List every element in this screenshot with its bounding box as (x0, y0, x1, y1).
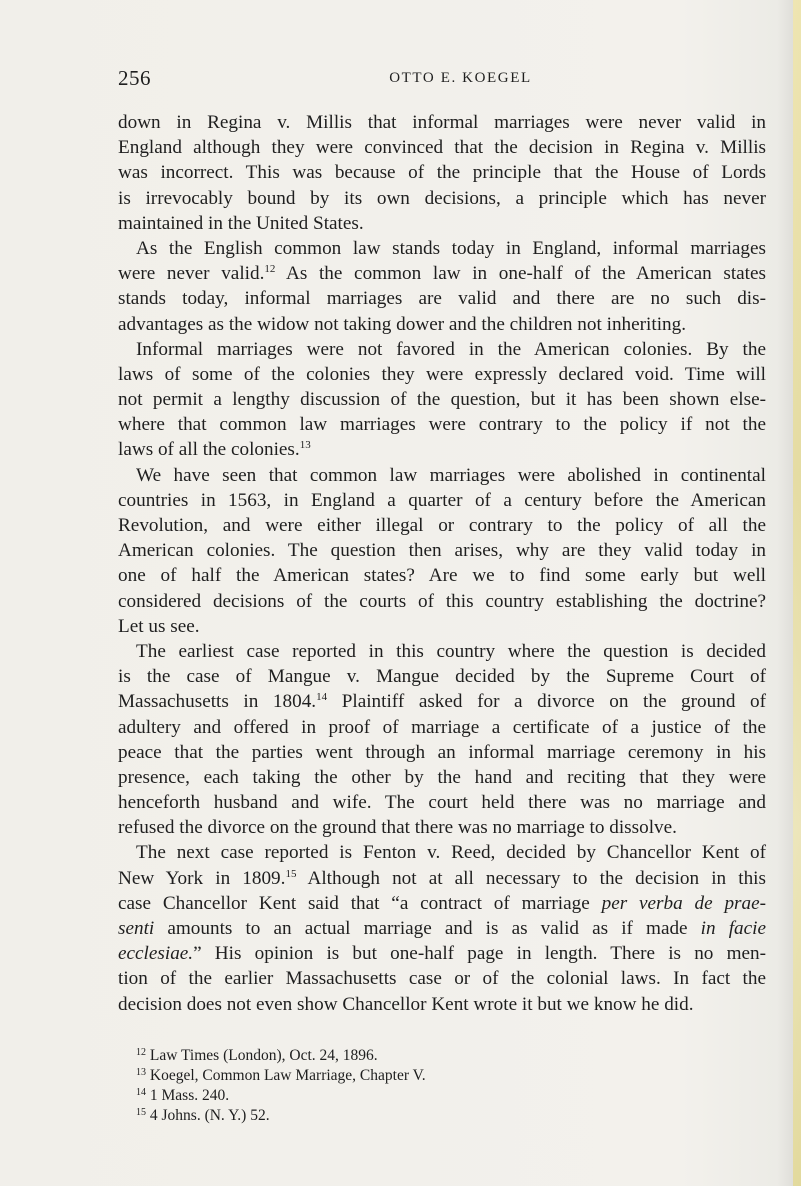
text-line (118, 891, 766, 916)
footnote (136, 1066, 736, 1086)
text-line (118, 790, 766, 815)
text-run: maintained in the United States. (118, 212, 364, 234)
text-line (118, 563, 766, 588)
text-run: down in Regina v. Millis that informal marriages were never valid in (118, 112, 766, 133)
text-run: stands today, informal marriages are valid and there are no such dis- (118, 288, 766, 310)
text-line (118, 412, 766, 437)
text-run: not permit a lengthy discussion of the question, but it has been shown else- (118, 389, 766, 411)
text-run: laws of all the colonies. (118, 439, 300, 461)
text-line (118, 236, 766, 261)
text-line (118, 840, 766, 865)
page-number: 256 (118, 66, 151, 90)
text-run: The next case reported is Fenton v. Reed, decided by Chancellor Kent of (136, 842, 766, 864)
page-edge-stain (793, 0, 801, 1186)
footnote-text: Law Times (London), Oct. 24, 1896. (149, 1047, 378, 1064)
text-line (118, 740, 766, 765)
text-line (118, 916, 766, 941)
text-line (118, 362, 766, 387)
text-run: laws of some of the colonies they were expressly declared void. Time will (118, 363, 766, 385)
text-run: is irrevocably bound by its own decisions, a principle which has never (118, 187, 766, 209)
text-line (118, 186, 766, 211)
text-run: American colonies. The question then arises, why are they valid today in (118, 540, 766, 562)
text-run: refused the divorce on the ground that there was no marriage to dissolve. (118, 817, 677, 839)
running-head: OTTO E. KOEGEL (389, 70, 532, 86)
page-header (118, 66, 763, 92)
text-run: Massachusetts in 1804. (118, 691, 317, 713)
text-line (118, 689, 766, 714)
body-text (118, 110, 766, 1017)
text-run: Plaintiff asked for a divorce on the ground of (327, 691, 766, 713)
text-run: was incorrect. This was because of the principle that the House of Lords (118, 162, 766, 184)
text-line (118, 286, 766, 311)
footnotes (136, 1046, 736, 1126)
footnote (136, 1046, 736, 1066)
text-run: As the English common law stands today in England, informal marriages (136, 237, 766, 259)
text-run: amounts to an actual marriage and is as valid as if made (154, 918, 701, 939)
italic-run: senti (118, 918, 155, 939)
text-run: As the common law in one-half of the American states (275, 263, 766, 285)
text-run: henceforth husband and wife. The court held there was no marriage and (118, 792, 766, 814)
footnote-text: Koegel, Common Law Marriage, Chapter V. (149, 1067, 426, 1084)
italic-run: per verba de prae- (601, 892, 767, 914)
text-line (118, 135, 766, 160)
text-run: We have seen that common law marriages were abolished in continental (136, 464, 766, 486)
text-run: where that common law marriages were contrary to the policy if not the (118, 414, 766, 436)
text-line (118, 437, 766, 462)
text-run: considered decisions of the courts of this country establishing the doctrine? (118, 590, 766, 612)
text-run: peace that the parties went through an informal marriage ceremony in his (118, 741, 766, 763)
footnote (136, 1106, 736, 1126)
footnote (136, 1086, 736, 1106)
text-line (118, 312, 766, 337)
text-line (118, 765, 766, 790)
text-run: Informal marriages were not favored in the American colonies. By the (136, 338, 766, 360)
text-run: were never valid. (118, 263, 265, 285)
text-run: case Chancellor Kent said that “a contract of marriage (118, 892, 602, 914)
text-line (118, 866, 766, 891)
text-run: presence, each taking the other by the hand and reciting that they were (118, 766, 766, 788)
footnote-ref: 14 (316, 691, 328, 704)
text-line (118, 664, 766, 689)
text-line (118, 211, 766, 236)
text-line (118, 488, 766, 513)
text-run: Although not at all necessary to the decision in this (296, 867, 766, 889)
text-run: New York in 1809. (118, 867, 286, 889)
text-line (118, 261, 766, 286)
text-run: The earliest case reported in this country where the question is decided (136, 640, 766, 662)
text-run: one of half the American states? Are we to find some early but well (118, 565, 766, 587)
text-line (118, 463, 766, 488)
text-run: Let us see. (118, 615, 200, 637)
text-run: adultery and offered in proof of marriage a certificate of a justice of the (118, 716, 766, 738)
text-run: ” His opinion is but one-half page in length. There is no men- (193, 943, 766, 965)
footnote-ref: 13 (299, 439, 311, 452)
text-run: Revolution, and were either illegal or contrary to the policy of all the (118, 515, 766, 536)
italic-run: ecclesiae. (118, 943, 194, 965)
text-line (118, 639, 766, 664)
text-line (118, 513, 766, 538)
text-line (118, 110, 766, 135)
text-line (118, 337, 766, 362)
text-line (118, 715, 766, 740)
footnote-number: 14 (136, 1087, 146, 1098)
text-run: countries in 1563, in England a quarter of a century before the American (118, 489, 766, 511)
text-line (118, 538, 766, 563)
italic-run: in facie (700, 918, 766, 939)
footnote-number: 13 (136, 1067, 146, 1078)
text-line (118, 160, 766, 185)
text-line (118, 387, 766, 412)
text-run: decision does not even show Chancellor Kent wrote it but we know he did. (118, 993, 694, 1015)
text-run: England although they were convinced that the decision in Regina v. Millis (118, 137, 766, 159)
text-run: advantages as the widow not taking dower and the children not inheriting. (118, 313, 687, 335)
footnote-ref: 12 (264, 263, 276, 276)
text-line (118, 992, 766, 1017)
text-run: is the case of Mangue v. Mangue decided by the Supreme Court of (118, 666, 766, 688)
text-line (118, 941, 766, 966)
footnote-ref: 15 (285, 867, 297, 880)
footnote-text: 1 Mass. 240. (149, 1087, 230, 1104)
text-line (118, 815, 766, 840)
text-line (118, 589, 766, 614)
text-line (118, 966, 766, 991)
footnote-number: 15 (136, 1107, 146, 1118)
text-run: tion of the earlier Massachusetts case or of the colonial laws. In fact the (118, 968, 766, 990)
footnote-number: 12 (136, 1047, 146, 1058)
footnote-text: 4 Johns. (N. Y.) 52. (149, 1107, 270, 1124)
text-line (118, 614, 766, 639)
